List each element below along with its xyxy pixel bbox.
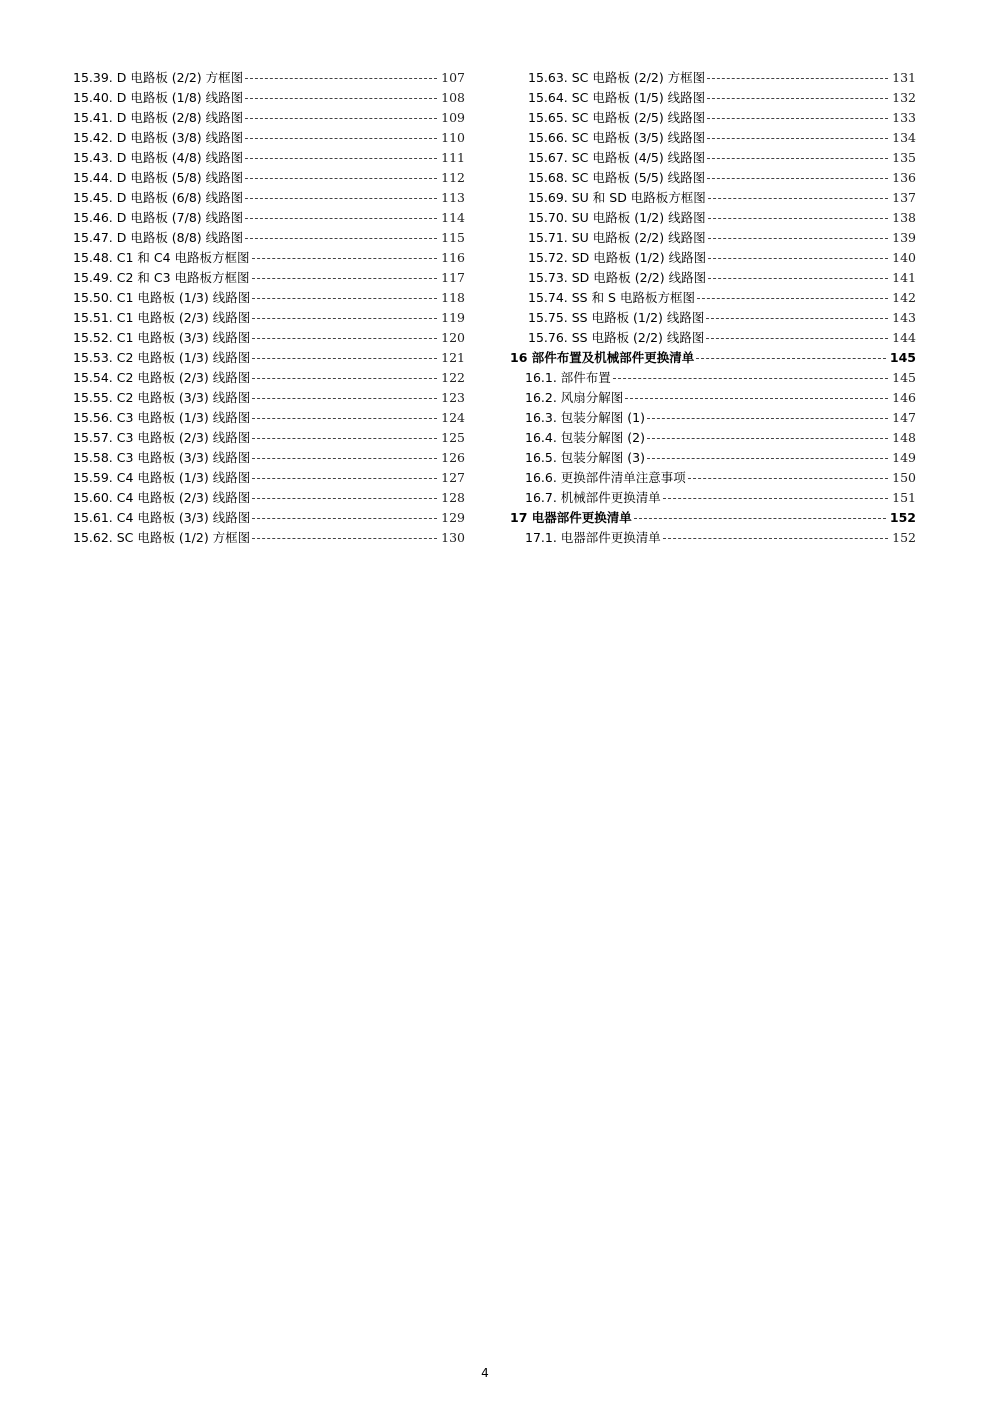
toc-entry[interactable] <box>510 87 916 107</box>
toc-entry-page: 133 <box>892 109 916 125</box>
toc-leader-line <box>245 138 437 139</box>
toc-entry[interactable] <box>73 387 465 407</box>
toc-entry[interactable] <box>510 307 916 327</box>
toc-entry-title: 15.68. SC 电路板 (5/5) 线路图 <box>528 170 706 185</box>
toc-entry-title: 15.60. C4 电路板 (2/3) 线路图 <box>73 490 251 505</box>
toc-entry-page: 120 <box>441 329 465 345</box>
toc-entry-title: 15.50. C1 电路板 (1/3) 线路图 <box>73 290 251 305</box>
toc-entry-page: 151 <box>892 489 916 505</box>
toc-entry[interactable] <box>510 67 916 87</box>
toc-entry-page: 145 <box>889 349 916 365</box>
toc-entry-title: 15.40. D 电路板 (1/8) 线路图 <box>73 90 244 105</box>
toc-entry-title: 16.3. 包装分解图 (1) <box>525 410 645 425</box>
toc-leader-line <box>707 178 888 179</box>
toc-leader-line <box>697 298 888 299</box>
toc-entry-page: 108 <box>441 89 465 105</box>
toc-leader-line <box>252 298 437 299</box>
toc-entry[interactable] <box>73 507 465 527</box>
toc-entry[interactable] <box>73 227 465 247</box>
toc-leader-line <box>647 418 888 419</box>
toc-entry-title: 15.48. C1 和 C4 电路板方框图 <box>73 250 250 265</box>
toc-leader-line <box>708 238 889 239</box>
toc-entry-page: 122 <box>441 369 465 385</box>
toc-entry-page: 150 <box>892 469 916 485</box>
toc-entry[interactable] <box>73 247 465 267</box>
toc-entry[interactable] <box>73 367 465 387</box>
toc-leader-line <box>634 518 886 519</box>
toc-leader-line <box>245 238 437 239</box>
toc-entry-title: 15.67. SC 电路板 (4/5) 线路图 <box>528 150 706 165</box>
toc-entry[interactable] <box>73 187 465 207</box>
toc-leader-line <box>252 278 438 279</box>
toc-entry-page: 148 <box>892 429 916 445</box>
toc-entry-page: 112 <box>441 169 465 185</box>
toc-entry-page: 107 <box>441 69 465 85</box>
toc-entry-page: 109 <box>441 109 465 125</box>
toc-entry[interactable] <box>510 327 916 347</box>
toc-leader-line <box>707 138 888 139</box>
toc-entry[interactable] <box>73 527 465 547</box>
toc-entry-page: 138 <box>892 209 916 225</box>
toc-entry-page: 121 <box>441 349 465 365</box>
toc-entry-title: 16.4. 包装分解图 (2) <box>525 430 645 445</box>
toc-entry-title: 15.47. D 电路板 (8/8) 线路图 <box>73 230 244 245</box>
toc-leader-line <box>252 458 437 459</box>
toc-entry-page: 152 <box>889 509 916 525</box>
toc-leader-line <box>663 498 888 499</box>
toc-entry-page: 152 <box>892 529 916 545</box>
toc-entry-page: 123 <box>441 389 465 405</box>
toc-entry-page: 124 <box>441 409 465 425</box>
toc-entry[interactable] <box>73 167 465 187</box>
toc-leader-line <box>252 338 437 339</box>
toc-leader-line <box>245 98 437 99</box>
toc-entry-page: 128 <box>441 489 465 505</box>
toc-entry-page: 117 <box>441 269 465 285</box>
toc-entry-page: 118 <box>441 289 465 305</box>
toc-leader-line <box>706 318 888 319</box>
toc-entry-page: 130 <box>441 529 465 545</box>
toc-leader-line <box>252 378 437 379</box>
toc-entry[interactable] <box>510 387 916 407</box>
toc-leader-line <box>708 278 888 279</box>
toc-entry[interactable] <box>510 127 916 147</box>
toc-entry-title: 15.76. SS 电路板 (2/2) 线路图 <box>528 330 705 345</box>
toc-entry-page: 132 <box>892 89 916 105</box>
toc-leader-line <box>647 438 888 439</box>
toc-entry-title: 15.39. D 电路板 (2/2) 方框图 <box>73 70 244 85</box>
toc-entry-page: 142 <box>892 289 916 305</box>
toc-entry[interactable] <box>510 407 916 427</box>
toc-entry-page: 145 <box>892 369 916 385</box>
toc-leader-line <box>245 218 437 219</box>
toc-entry[interactable] <box>510 467 916 487</box>
toc-entry-page: 144 <box>892 329 916 345</box>
toc-entry-page: 110 <box>441 129 465 145</box>
toc-leader-line <box>245 178 437 179</box>
toc-entry[interactable] <box>510 107 916 127</box>
toc-entry[interactable] <box>73 207 465 227</box>
toc-entry[interactable] <box>73 427 465 447</box>
toc-entry-title: 15.52. C1 电路板 (3/3) 线路图 <box>73 330 251 345</box>
toc-entry[interactable] <box>73 127 465 147</box>
toc-entry[interactable] <box>73 107 465 127</box>
toc-entry-title: 15.44. D 电路板 (5/8) 线路图 <box>73 170 244 185</box>
toc-entry-title: 15.43. D 电路板 (4/8) 线路图 <box>73 150 244 165</box>
toc-leader-line <box>707 78 888 79</box>
toc-entry[interactable] <box>73 327 465 347</box>
toc-leader-line <box>696 358 886 359</box>
toc-entry-page: 134 <box>892 129 916 145</box>
toc-entry-title: 15.75. SS 电路板 (1/2) 线路图 <box>528 310 705 325</box>
toc-entry-title: 15.74. SS 和 S 电路板方框图 <box>528 290 695 305</box>
toc-entry-title: 15.69. SU 和 SD 电路板方框图 <box>528 190 706 205</box>
toc-entry[interactable] <box>510 167 916 187</box>
toc-entry-title: 15.53. C2 电路板 (1/3) 线路图 <box>73 350 251 365</box>
toc-entry-page: 115 <box>441 229 465 245</box>
page-number: 4 <box>481 1366 489 1380</box>
toc-entry[interactable] <box>73 287 465 307</box>
toc-entry-page: 116 <box>441 249 465 265</box>
toc-entry[interactable] <box>510 147 916 167</box>
toc-leader-line <box>707 98 888 99</box>
toc-entry[interactable] <box>510 207 916 227</box>
toc-entry-page: 140 <box>892 249 916 265</box>
toc-leader-line <box>688 478 888 479</box>
toc-leader-line <box>245 158 437 159</box>
toc-entry-title: 15.57. C3 电路板 (2/3) 线路图 <box>73 430 251 445</box>
toc-leader-line <box>252 318 437 319</box>
toc-entry-page: 147 <box>892 409 916 425</box>
toc-leader-line <box>245 78 437 79</box>
toc-entry[interactable] <box>510 267 916 287</box>
toc-entry-title: 15.54. C2 电路板 (2/3) 线路图 <box>73 370 251 385</box>
toc-entry-page: 137 <box>892 189 916 205</box>
toc-entry[interactable] <box>510 487 916 507</box>
toc-entry-title: 15.59. C4 电路板 (1/3) 线路图 <box>73 470 251 485</box>
toc-leader-line <box>708 218 889 219</box>
toc-entry[interactable] <box>510 227 916 247</box>
toc-entry-page: 139 <box>892 229 916 245</box>
toc-entry[interactable] <box>510 287 916 307</box>
toc-leader-line <box>708 198 888 199</box>
toc-entry[interactable] <box>73 87 465 107</box>
toc-entry-title: 15.41. D 电路板 (2/8) 线路图 <box>73 110 244 125</box>
toc-leader-line <box>245 118 437 119</box>
toc-entry-title: 16.6. 更换部件清单注意事项 <box>525 470 686 485</box>
toc-entry-title: 15.70. SU 电路板 (1/2) 线路图 <box>528 210 706 225</box>
toc-entry-page: 129 <box>441 509 465 525</box>
toc-entry-title: 15.49. C2 和 C3 电路板方框图 <box>73 270 250 285</box>
toc-entry-title: 16.5. 包装分解图 (3) <box>525 450 645 465</box>
toc-leader-line <box>252 478 437 479</box>
toc-entry[interactable] <box>73 147 465 167</box>
toc-leader-line <box>252 438 437 439</box>
toc-entry[interactable] <box>73 407 465 427</box>
toc-entry-title: 17.1. 电器部件更换清单 <box>525 530 661 545</box>
toc-entry-page: 119 <box>441 309 465 325</box>
toc-entry-page: 111 <box>441 149 465 165</box>
toc-leader-line <box>252 418 437 419</box>
toc-entry-page: 141 <box>892 269 916 285</box>
toc-leader-line <box>663 538 888 539</box>
toc-entry-title: 15.46. D 电路板 (7/8) 线路图 <box>73 210 244 225</box>
toc-entry[interactable] <box>73 267 465 287</box>
toc-entry-title: 15.64. SC 电路板 (1/5) 线路图 <box>528 90 706 105</box>
toc-entry[interactable] <box>510 527 916 547</box>
toc-entry-title: 15.42. D 电路板 (3/8) 线路图 <box>73 130 244 145</box>
toc-entry[interactable] <box>73 67 465 87</box>
toc-entry-page: 114 <box>441 209 465 225</box>
toc-column-left <box>73 67 465 547</box>
toc-entry-title: 16 部件布置及机械部件更换清单 <box>510 350 695 365</box>
toc-entry[interactable] <box>510 447 916 467</box>
toc-entry-title: 15.65. SC 电路板 (2/5) 线路图 <box>528 110 706 125</box>
toc-entry[interactable] <box>510 367 916 387</box>
toc-entry-page: 126 <box>441 449 465 465</box>
toc-entry-title: 15.72. SD 电路板 (1/2) 线路图 <box>528 250 707 265</box>
toc-entry-title: 15.71. SU 电路板 (2/2) 线路图 <box>528 230 706 245</box>
toc-entry-page: 143 <box>892 309 916 325</box>
toc-entry[interactable] <box>73 467 465 487</box>
toc-entry-title: 15.45. D 电路板 (6/8) 线路图 <box>73 190 244 205</box>
toc-column-right <box>510 67 916 547</box>
toc-entry-page: 146 <box>892 389 916 405</box>
toc-leader-line <box>708 258 888 259</box>
toc-entry-title: 15.63. SC 电路板 (2/2) 方框图 <box>528 70 706 85</box>
toc-leader-line <box>252 358 437 359</box>
toc-entry-title: 16.2. 风扇分解图 <box>525 390 624 405</box>
toc-chapter-entry[interactable] <box>510 507 916 527</box>
toc-entry-title: 15.73. SD 电路板 (2/2) 线路图 <box>528 270 707 285</box>
toc-leader-line <box>647 458 888 459</box>
toc-leader-line <box>707 118 888 119</box>
toc-entry-page: 135 <box>892 149 916 165</box>
toc-entry-title: 15.58. C3 电路板 (3/3) 线路图 <box>73 450 251 465</box>
toc-entry-title: 15.51. C1 电路板 (2/3) 线路图 <box>73 310 251 325</box>
toc-leader-line <box>625 398 888 399</box>
toc-entry[interactable] <box>73 307 465 327</box>
toc-entry-title: 15.55. C2 电路板 (3/3) 线路图 <box>73 390 251 405</box>
toc-leader-line <box>245 198 437 199</box>
toc-entry-title: 15.56. C3 电路板 (1/3) 线路图 <box>73 410 251 425</box>
toc-entry[interactable] <box>73 447 465 467</box>
toc-leader-line <box>252 498 437 499</box>
toc-leader-line <box>252 258 438 259</box>
toc-leader-line <box>707 158 888 159</box>
toc-chapter-entry[interactable] <box>510 347 916 367</box>
toc-entry-page: 136 <box>892 169 916 185</box>
toc-entry-page: 113 <box>441 189 465 205</box>
toc-entry-title: 17 电器部件更换清单 <box>510 510 632 525</box>
toc-entry-title: 16.1. 部件布置 <box>525 370 611 385</box>
toc-entry-title: 16.7. 机械部件更换清单 <box>525 490 661 505</box>
toc-leader-line <box>252 518 437 519</box>
toc-entry[interactable] <box>510 247 916 267</box>
toc-leader-line <box>252 398 437 399</box>
toc-leader-line <box>613 378 888 379</box>
toc-leader-line <box>706 338 888 339</box>
toc-entry[interactable] <box>73 347 465 367</box>
toc-entry-page: 131 <box>892 69 916 85</box>
toc-entry-page: 127 <box>441 469 465 485</box>
toc-entry-page: 125 <box>441 429 465 445</box>
toc-entry[interactable] <box>510 427 916 447</box>
toc-entry[interactable] <box>510 187 916 207</box>
toc-entry-title: 15.62. SC 电路板 (1/2) 方框图 <box>73 530 251 545</box>
toc-entry-title: 15.61. C4 电路板 (3/3) 线路图 <box>73 510 251 525</box>
toc-entry[interactable] <box>73 487 465 507</box>
toc-entry-title: 15.66. SC 电路板 (3/5) 线路图 <box>528 130 706 145</box>
toc-leader-line <box>252 538 437 539</box>
toc-entry-page: 149 <box>892 449 916 465</box>
